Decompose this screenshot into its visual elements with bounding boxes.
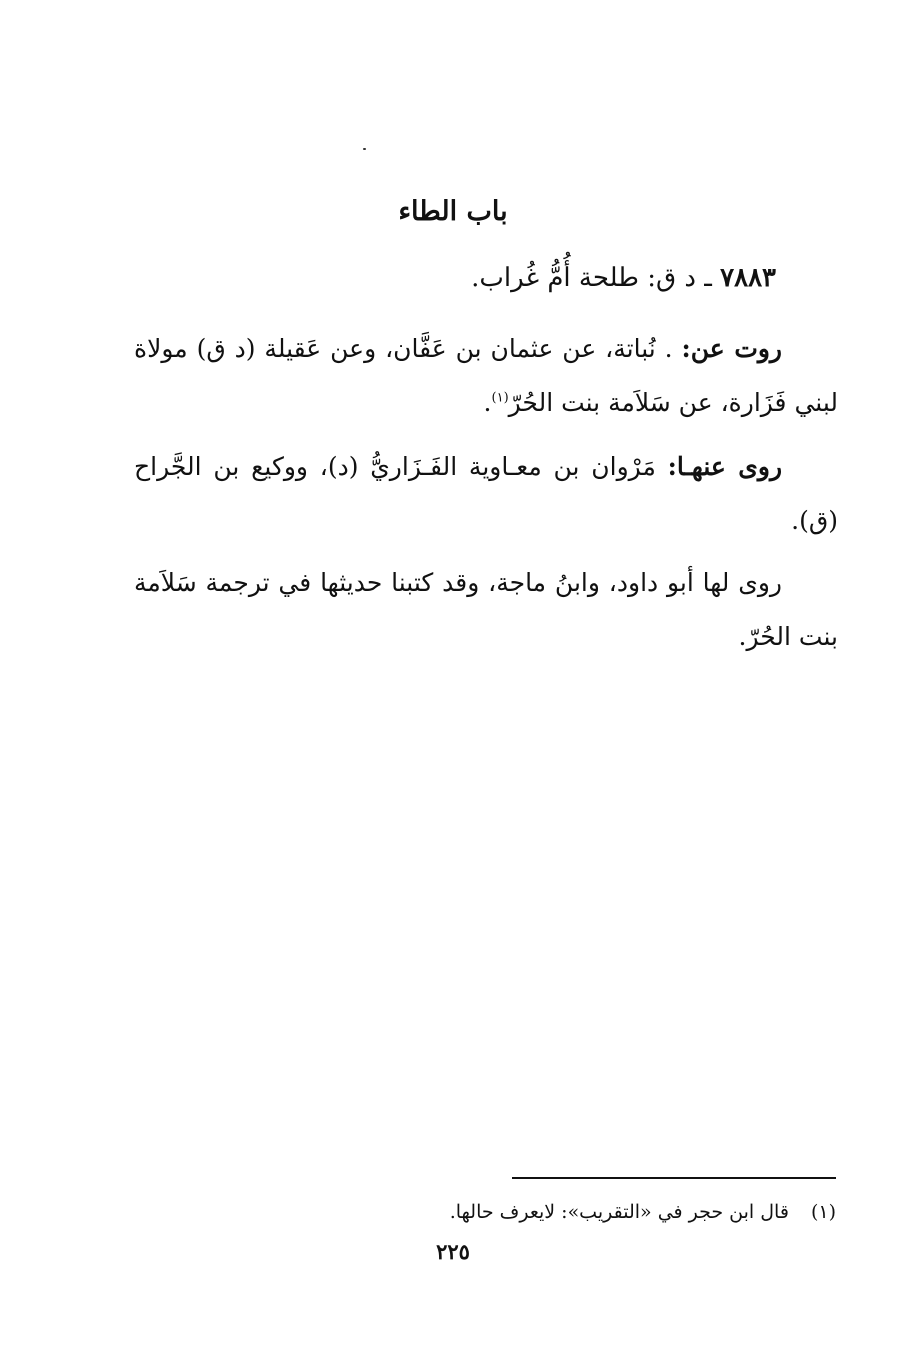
footnote-reference[interactable]: (١)	[491, 390, 509, 406]
page-number: ٢٢٥	[436, 1239, 470, 1264]
footnote	[136, 1196, 836, 1228]
footnote-text: قال ابن حجر في «التقريب»: لايعرف حالها.	[449, 1201, 789, 1223]
paragraph-text: مَرْوان بن معـاوية الفَـزَاريُّ (د)، ووكيع بن الجَّراح (ق).	[134, 452, 838, 535]
footnote-number: (١)	[810, 1201, 836, 1223]
paragraph-text: روى لها أبو داود، وابنُ ماجة، وقد كتبنا حديثها في ترجمة سَلاَمة بنت الحُرّ.	[134, 568, 838, 651]
entry-heading	[136, 256, 776, 300]
stray-mark	[363, 148, 366, 150]
entry-separator: ـ	[704, 263, 712, 293]
paragraph-label: روت عن:	[681, 334, 783, 363]
entry-codes: د ق:	[647, 263, 696, 293]
chapter-title: باب الطاء	[398, 196, 508, 227]
entry-name: طلحة أُمُّ غُراب.	[471, 263, 639, 293]
narrated-from-paragraph	[134, 322, 838, 430]
narrated-by-paragraph	[134, 440, 838, 548]
entry-number: ٧٨٨٣	[720, 263, 776, 293]
sources-paragraph	[134, 556, 838, 664]
footnote-divider	[512, 1177, 836, 1179]
paragraph-label: روى عنهـا:	[667, 452, 783, 481]
paragraph-text: . نُباتة، عن عثمان بن عَفَّان، وعن عَقيلة (د ق) مولاة لبني فَزَارة، عن سَلاَمة بنت الحُرّ	[134, 334, 838, 417]
paragraph-end: .	[483, 388, 492, 417]
